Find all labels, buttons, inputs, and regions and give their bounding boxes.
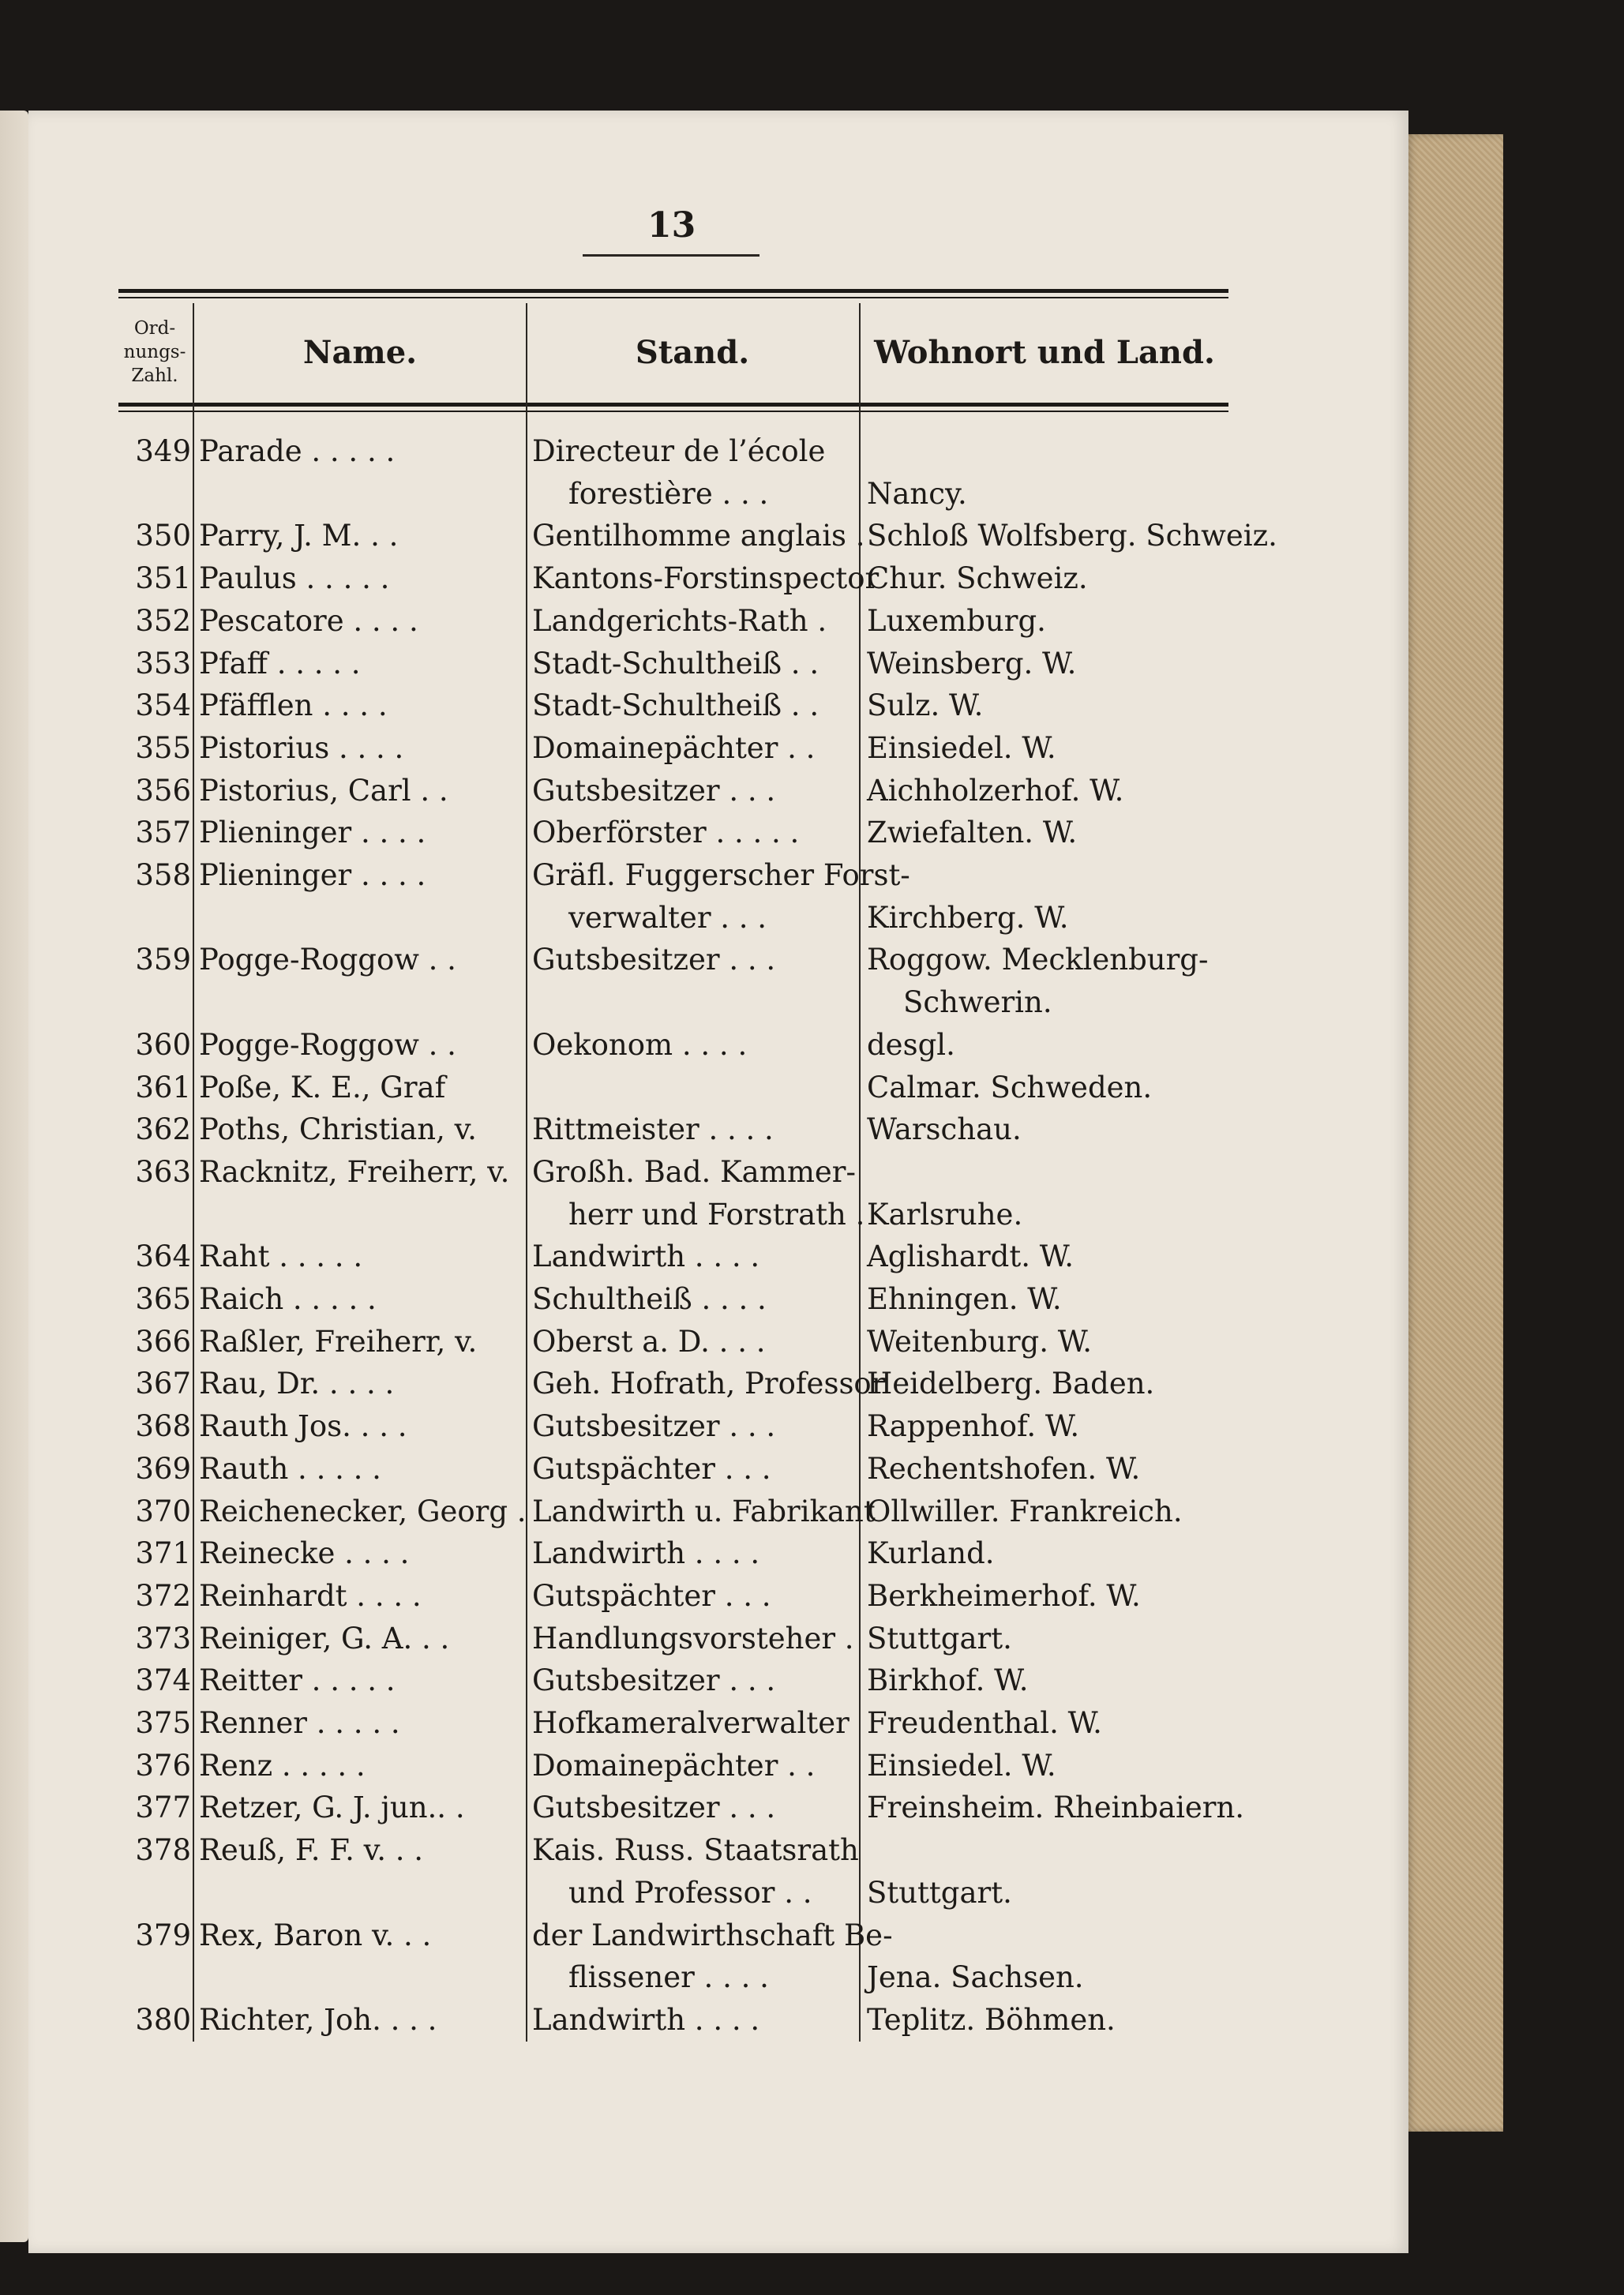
row-stand: Kantons-Forstinspector bbox=[532, 561, 880, 596]
row-wohnort: Stuttgart. bbox=[867, 1875, 1012, 1910]
row-stand: Gutsbesitzer . . . bbox=[532, 1663, 776, 1698]
row-name: Rauth Jos. . . . bbox=[199, 1409, 407, 1444]
row-number: 357 bbox=[135, 816, 191, 850]
row-stand: Landwirth . . . . bbox=[532, 1239, 760, 1274]
row-number: 375 bbox=[135, 1706, 191, 1740]
row-stand: verwalter . . . bbox=[568, 900, 767, 935]
row-number: 358 bbox=[135, 858, 191, 892]
row-stand: Gutsbesitzer . . . bbox=[532, 773, 776, 808]
column-divider-1 bbox=[193, 303, 194, 2042]
row-stand: Directeur de l’école bbox=[532, 434, 826, 468]
row-name: Rau, Dr. . . . . bbox=[199, 1367, 395, 1401]
row-wohnort: Stuttgart. bbox=[867, 1621, 1012, 1656]
row-wohnort: Rappenhof. W. bbox=[867, 1409, 1080, 1444]
row-number: 359 bbox=[135, 943, 191, 977]
row-wohnort: Heidelberg. Baden. bbox=[867, 1367, 1155, 1401]
row-stand: forestière . . . bbox=[568, 476, 769, 511]
row-name: Pistorius, Carl . . bbox=[199, 773, 448, 808]
row-wohnort: Nancy. bbox=[867, 476, 967, 511]
row-wohnort: Freudenthal. W. bbox=[867, 1706, 1102, 1740]
row-wohnort: Ehningen. W. bbox=[867, 1282, 1062, 1316]
row-name: Retzer, G. J. jun.. . bbox=[199, 1791, 465, 1825]
row-wohnort: Weinsberg. W. bbox=[867, 646, 1077, 681]
row-wohnort: Karlsruhe. bbox=[867, 1197, 1023, 1232]
row-name: Rex, Baron v. . . bbox=[199, 1918, 432, 1952]
row-number: 374 bbox=[135, 1663, 191, 1698]
row-number: 350 bbox=[135, 519, 191, 553]
row-wohnort: Calmar. Schweden. bbox=[867, 1070, 1153, 1104]
header-ord-line1: Ord- bbox=[133, 318, 176, 339]
row-name: Poths, Christian, v. bbox=[199, 1112, 477, 1147]
row-wohnort: Aglishardt. W. bbox=[867, 1239, 1075, 1274]
header-wohnort: Wohnort und Land. bbox=[874, 333, 1215, 371]
row-name: Reuß, F. F. v. . . bbox=[199, 1833, 424, 1868]
row-number: 356 bbox=[135, 773, 191, 808]
row-number: 360 bbox=[135, 1027, 191, 1062]
row-number: 367 bbox=[135, 1367, 191, 1401]
book-cover-edge bbox=[1405, 134, 1503, 2132]
row-stand: Gutspächter . . . bbox=[532, 1451, 771, 1486]
row-stand: Landwirth . . . . bbox=[532, 2002, 760, 2037]
row-stand: der Landwirthschaft Be- bbox=[532, 1918, 893, 1952]
row-wohnort: Sulz. W. bbox=[867, 688, 984, 723]
row-wohnort: Einsiedel. W. bbox=[867, 730, 1056, 765]
header-stand: Stand. bbox=[635, 333, 750, 371]
row-name: Plieninger . . . . bbox=[199, 816, 426, 850]
row-wohnort: Kurland. bbox=[867, 1536, 995, 1571]
row-wohnort: Schloß Wolfsberg. Schweiz. bbox=[867, 519, 1277, 553]
row-stand: Geh. Hofrath, Professor bbox=[532, 1367, 886, 1401]
row-number: 376 bbox=[135, 1748, 191, 1783]
row-stand: Oberförster . . . . . bbox=[532, 816, 800, 850]
row-stand: Stadt-Schultheiß . . bbox=[532, 646, 820, 681]
row-stand: und Professor . . bbox=[568, 1875, 812, 1910]
row-wohnort: Freinsheim. Rheinbaiern. bbox=[867, 1791, 1245, 1825]
row-wohnort: Warschau. bbox=[867, 1112, 1022, 1147]
row-name: Pescatore . . . . bbox=[199, 603, 418, 638]
row-name: Reiniger, G. A. . . bbox=[199, 1621, 450, 1656]
row-number: 354 bbox=[135, 688, 191, 723]
row-name: Reichenecker, Georg . bbox=[199, 1494, 527, 1528]
row-name: Richter, Joh. . . . bbox=[199, 2002, 437, 2037]
row-name: Pogge-Roggow . . bbox=[199, 943, 456, 977]
row-name: Plieninger . . . . bbox=[199, 858, 426, 892]
row-stand: Handlungsvorsteher . bbox=[532, 1621, 854, 1656]
header-ord-line3: Zahl. bbox=[131, 366, 178, 386]
row-number: 371 bbox=[135, 1536, 191, 1571]
row-number: 372 bbox=[135, 1578, 191, 1613]
row-stand: Gräfl. Fuggerscher Forst- bbox=[532, 858, 910, 892]
row-name: Reitter . . . . . bbox=[199, 1663, 396, 1698]
row-wohnort: Jena. Sachsen. bbox=[867, 1960, 1084, 1995]
row-name: Raßler, Freiherr, v. bbox=[199, 1324, 478, 1359]
row-number: 373 bbox=[135, 1621, 191, 1656]
row-number: 364 bbox=[135, 1239, 191, 1274]
row-number: 352 bbox=[135, 603, 191, 638]
row-number: 368 bbox=[135, 1409, 191, 1444]
row-name: Rauth . . . . . bbox=[199, 1451, 381, 1486]
row-stand: Oberst a. D. . . . bbox=[532, 1324, 766, 1359]
row-wohnort: Zwiefalten. W. bbox=[867, 816, 1078, 850]
row-name: Raht . . . . . bbox=[199, 1239, 363, 1274]
row-stand: Landwirth u. Fabrikant bbox=[532, 1494, 876, 1528]
row-name: Poße, K. E., Graf bbox=[199, 1070, 446, 1104]
row-name: Parry, J. M. . . bbox=[199, 519, 399, 553]
column-divider-2 bbox=[526, 303, 527, 2042]
row-name: Parade . . . . . bbox=[199, 434, 396, 468]
row-wohnort: Berkheimerhof. W. bbox=[867, 1578, 1141, 1613]
row-number: 355 bbox=[135, 730, 191, 765]
row-name: Renner . . . . . bbox=[199, 1706, 400, 1740]
row-stand: herr und Forstrath . bbox=[568, 1197, 865, 1232]
row-wohnort: Ollwiller. Frankreich. bbox=[867, 1494, 1183, 1528]
row-stand: Gutsbesitzer . . . bbox=[532, 943, 776, 977]
row-name: Reinhardt . . . . bbox=[199, 1578, 422, 1613]
row-name: Pogge-Roggow . . bbox=[199, 1027, 456, 1062]
row-wohnort: Teplitz. Böhmen. bbox=[867, 2002, 1116, 2037]
row-wohnort: Birkhof. W. bbox=[867, 1663, 1029, 1698]
row-number: 380 bbox=[135, 2002, 191, 2037]
row-name: Pfäfflen . . . . bbox=[199, 688, 388, 723]
row-stand: Kais. Russ. Staatsrath bbox=[532, 1833, 859, 1868]
previous-page-edge bbox=[0, 111, 28, 2242]
row-wohnort: Weitenburg. W. bbox=[867, 1324, 1093, 1359]
row-wohnort: Kirchberg. W. bbox=[867, 900, 1069, 935]
row-wohnort: desgl. bbox=[867, 1027, 955, 1062]
row-number: 349 bbox=[135, 434, 191, 468]
row-number: 361 bbox=[135, 1070, 191, 1104]
row-stand: Hofkameralverwalter bbox=[532, 1706, 850, 1740]
table-header-rule bbox=[118, 403, 1228, 412]
row-number: 366 bbox=[135, 1324, 191, 1359]
row-stand: Rittmeister . . . . bbox=[532, 1112, 774, 1147]
row-number: 363 bbox=[135, 1154, 191, 1189]
row-name: Renz . . . . . bbox=[199, 1748, 366, 1783]
row-number: 351 bbox=[135, 561, 191, 596]
row-number: 362 bbox=[135, 1112, 191, 1147]
row-wohnort: Roggow. Mecklenburg- bbox=[867, 943, 1209, 977]
header-name: Name. bbox=[302, 333, 418, 371]
row-number: 353 bbox=[135, 646, 191, 681]
row-stand: Stadt-Schultheiß . . bbox=[532, 688, 820, 723]
row-stand: Großh. Bad. Kammer- bbox=[532, 1154, 856, 1189]
row-wohnort: Luxemburg. bbox=[867, 603, 1046, 638]
row-name: Pfaff . . . . . bbox=[199, 646, 361, 681]
row-stand: Domainepächter . . bbox=[532, 1748, 816, 1783]
table-top-rule bbox=[118, 289, 1228, 298]
row-stand: Landgerichts-Rath . bbox=[532, 603, 827, 638]
row-stand: Schultheiß . . . . bbox=[532, 1282, 767, 1316]
page-number-rule bbox=[583, 254, 759, 257]
row-number: 369 bbox=[135, 1451, 191, 1486]
row-number: 365 bbox=[135, 1282, 191, 1316]
row-number: 379 bbox=[135, 1918, 191, 1952]
row-wohnort: Rechentshofen. W. bbox=[867, 1451, 1141, 1486]
row-wohnort: Schwerin. bbox=[903, 985, 1052, 1020]
row-name: Raich . . . . . bbox=[199, 1282, 377, 1316]
row-wohnort: Chur. Schweiz. bbox=[867, 561, 1088, 596]
row-name: Reinecke . . . . bbox=[199, 1536, 410, 1571]
row-stand: flissener . . . . bbox=[568, 1960, 769, 1995]
row-wohnort: Aichholzerhof. W. bbox=[867, 773, 1124, 808]
row-number: 377 bbox=[135, 1791, 191, 1825]
row-stand: Gutspächter . . . bbox=[532, 1578, 771, 1613]
row-name: Paulus . . . . . bbox=[199, 561, 390, 596]
row-stand: Landwirth . . . . bbox=[532, 1536, 760, 1571]
row-stand: Domainepächter . . bbox=[532, 730, 816, 765]
header-ordnungszahl bbox=[118, 303, 191, 401]
row-stand: Gutsbesitzer . . . bbox=[532, 1791, 776, 1825]
page-number: 13 bbox=[647, 205, 696, 246]
row-name: Pistorius . . . . bbox=[199, 730, 404, 765]
row-stand: Oekonom . . . . bbox=[532, 1027, 748, 1062]
row-wohnort: Einsiedel. W. bbox=[867, 1748, 1056, 1783]
header-ord-line2: nungs- bbox=[123, 342, 186, 362]
row-number: 370 bbox=[135, 1494, 191, 1528]
row-name: Racknitz, Freiherr, v. bbox=[199, 1154, 510, 1189]
row-stand: Gutsbesitzer . . . bbox=[532, 1409, 776, 1444]
row-stand: Gentilhomme anglais . bbox=[532, 519, 865, 553]
row-number: 378 bbox=[135, 1833, 191, 1868]
